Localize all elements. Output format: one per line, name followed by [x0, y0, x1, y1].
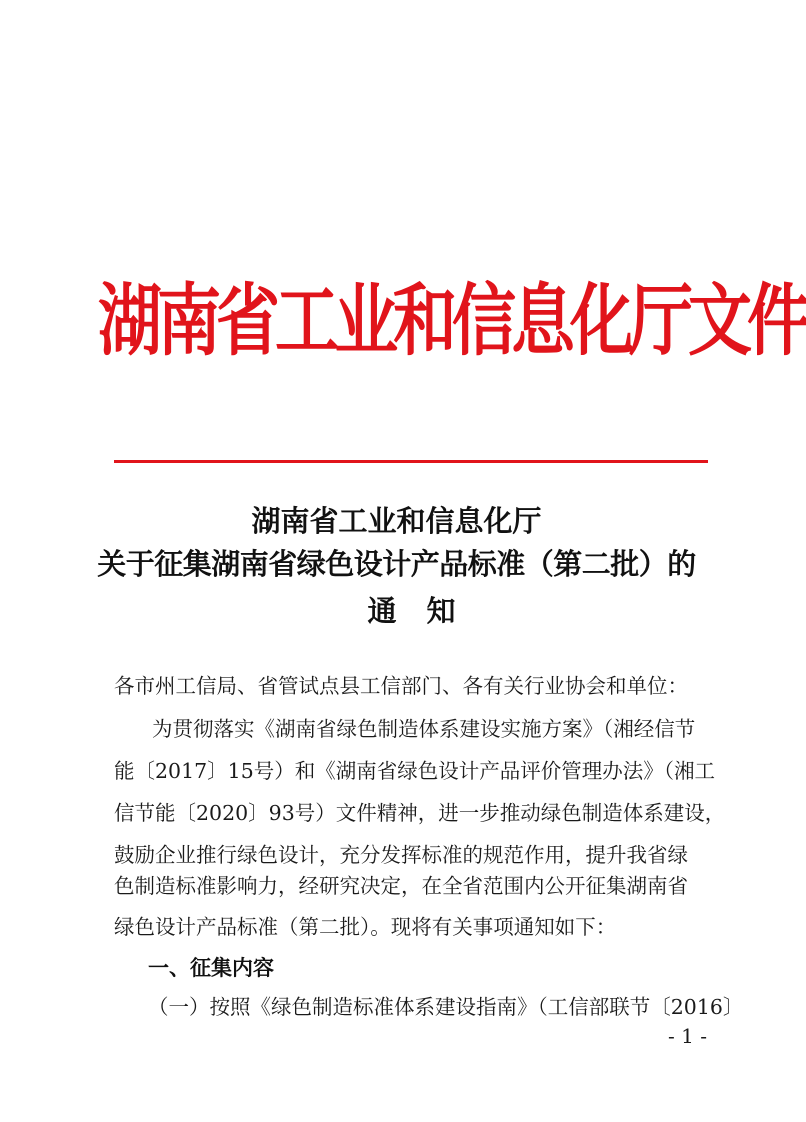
document-title-line1: 湖南省工业和信息化厅	[251, 504, 542, 538]
masthead-char: 文	[688, 275, 747, 368]
masthead-char: 省	[216, 275, 275, 368]
masthead-char: 息	[511, 275, 570, 368]
body-paragraph-line: 色制造标准影响力，经研究决定，在全省范围内公开征集湖南省	[114, 874, 688, 898]
masthead-char: 件	[747, 275, 806, 368]
body-paragraph-line: 鼓励企业推行绿色设计，充分发挥标准的规范作用，提升我省绿	[114, 843, 688, 867]
document-title-line2: 关于征集湖南省绿色设计产品标准（第二批）的	[97, 547, 696, 581]
masthead-divider	[114, 460, 708, 463]
body-paragraph-line: 绿色设计产品标准（第二批）。现将有关事项通知如下：	[114, 915, 617, 939]
body-paragraph-line: 能〔2017〕15号）和《湖南省绿色设计产品评价管理办法》（湘工	[114, 759, 716, 783]
section-heading: 一、征集内容	[148, 956, 274, 980]
section-item-line: （一）按照《绿色制造标准体系建设指南》（工信部联节〔2016〕	[148, 995, 744, 1019]
masthead-char: 业	[334, 275, 393, 368]
document-title-line3: 通知	[367, 594, 486, 628]
masthead-char: 湖	[98, 275, 157, 368]
body-paragraph-line: 信节能〔2020〕93号）文件精神，进一步推动绿色制造体系建设，	[114, 801, 726, 825]
masthead-char: 南	[157, 275, 216, 368]
masthead-char: 化	[570, 275, 629, 368]
masthead-char: 厅	[629, 275, 688, 368]
body-paragraph-line: 为贯彻落实《湖南省绿色制造体系建设实施方案》（湘经信节	[152, 717, 696, 741]
document-masthead	[98, 261, 806, 383]
masthead-char: 和	[393, 275, 452, 368]
masthead-char: 工	[275, 275, 334, 368]
recipients-line: 各市州工信局、省管试点县工信部门、各有关行业协会和单位：	[114, 674, 688, 698]
masthead-char: 信	[452, 275, 511, 368]
page-number: - 1 -	[668, 1024, 707, 1048]
